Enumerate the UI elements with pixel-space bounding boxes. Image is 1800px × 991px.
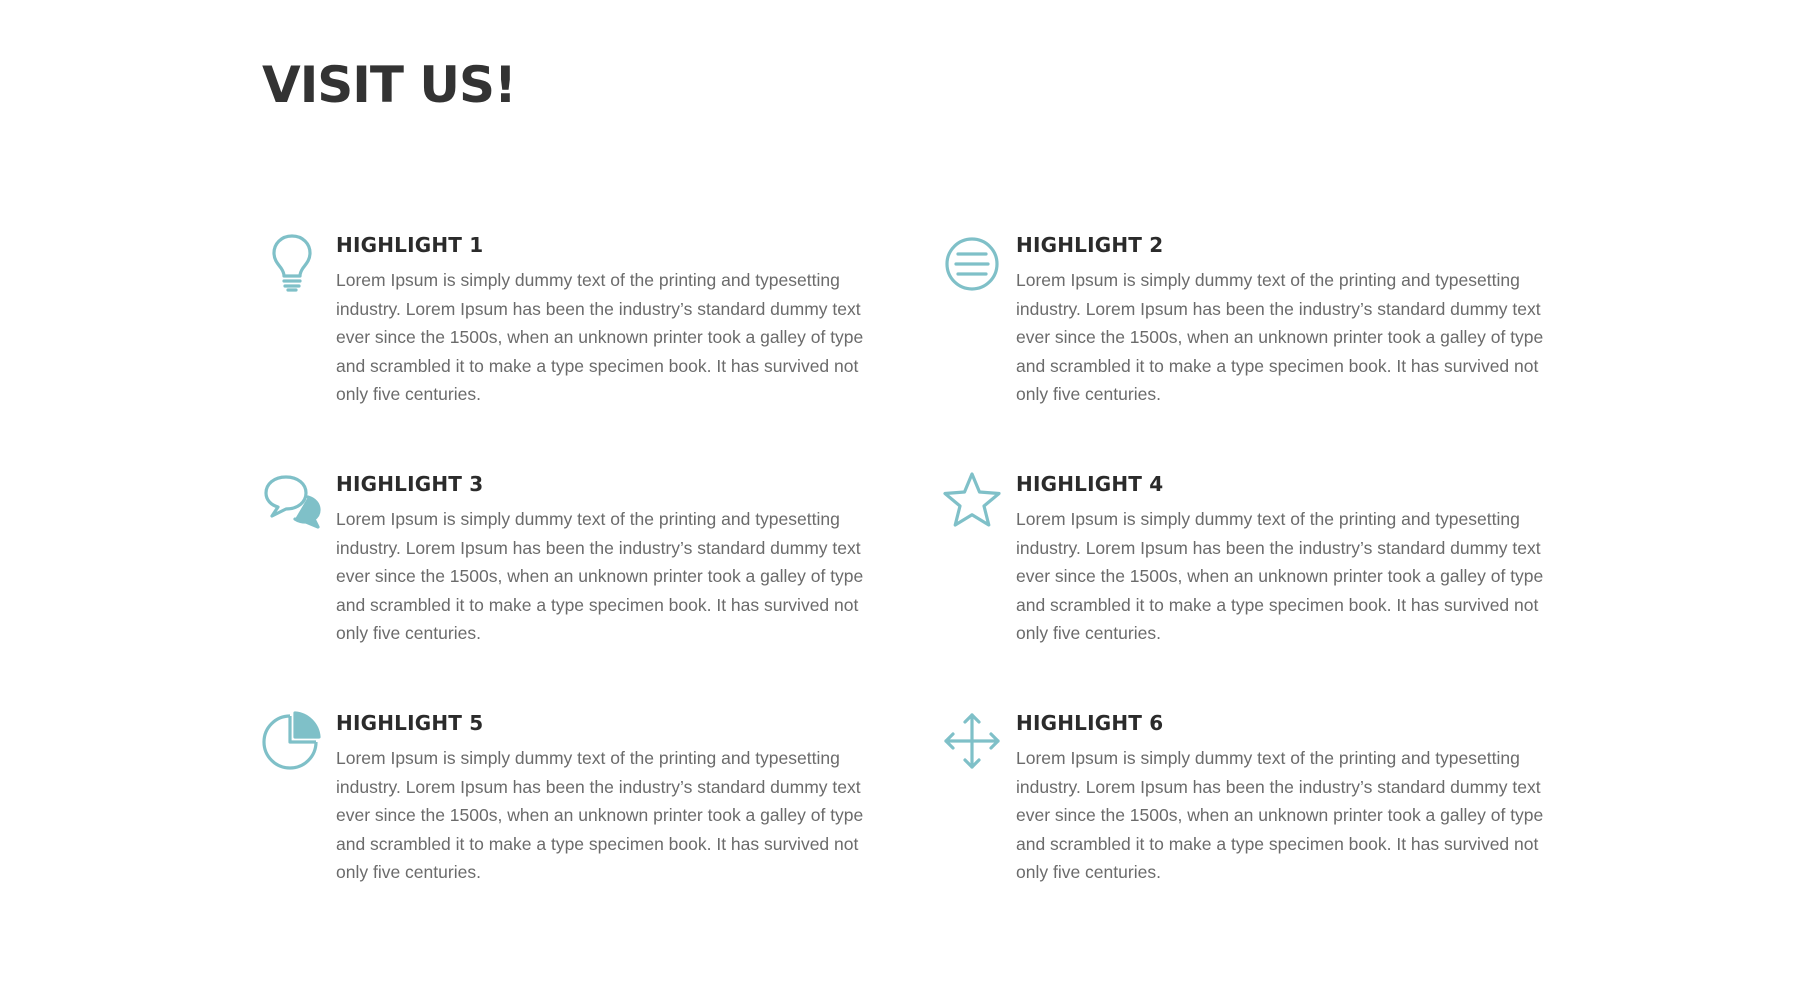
star-icon <box>942 471 1002 531</box>
highlight-item-6 <box>942 708 1562 947</box>
highlight-description: Lorem Ipsum is simply dummy text of the printing and typesetting industry. Lorem Ipsum has been the industry’s standard dummy text ever since the 1500s, when an unknown printer took a galley of type and scrambled it to make a type specimen book. It has survived not only five centuries. <box>1016 748 1544 882</box>
highlight-item-5 <box>262 708 942 947</box>
highlight-item-1 <box>262 230 942 469</box>
highlight-item-4 <box>942 469 1562 708</box>
chat-bubbles-icon <box>262 471 322 531</box>
highlight-description: Lorem Ipsum is simply dummy text of the printing and typesetting industry. Lorem Ipsum has been the industry’s standard dummy text ever since the 1500s, when an unknown printer took a galley of type and scrambled it to make a type specimen book. It has survived not only five centuries. <box>1016 509 1544 643</box>
highlight-title: HIGHLIGHT 2 <box>1016 233 1164 257</box>
highlight-title: HIGHLIGHT 5 <box>336 711 484 735</box>
menu-circle-icon <box>942 232 1002 292</box>
highlight-item-2 <box>942 230 1562 469</box>
highlight-description: Lorem Ipsum is simply dummy text of the printing and typesetting industry. Lorem Ipsum has been the industry’s standard dummy text ever since the 1500s, when an unknown printer took a galley of type and scrambled it to make a type specimen book. It has survived not only five centuries. <box>336 509 864 643</box>
highlight-description: Lorem Ipsum is simply dummy text of the printing and typesetting industry. Lorem Ipsum has been the industry’s standard dummy text ever since the 1500s, when an unknown printer took a galley of type and scrambled it to make a type specimen book. It has survived not only five centuries. <box>336 270 864 404</box>
lightbulb-icon <box>262 232 322 292</box>
highlight-title: HIGHLIGHT 6 <box>1016 711 1164 735</box>
highlights-grid <box>262 230 1562 947</box>
highlight-title: HIGHLIGHT 4 <box>1016 472 1164 496</box>
highlight-title: HIGHLIGHT 1 <box>336 233 484 257</box>
highlight-description: Lorem Ipsum is simply dummy text of the printing and typesetting industry. Lorem Ipsum has been the industry’s standard dummy text ever since the 1500s, when an unknown printer took a galley of type and scrambled it to make a type specimen book. It has survived not only five centuries. <box>336 748 864 882</box>
highlight-title: HIGHLIGHT 3 <box>336 472 484 496</box>
highlight-item-3 <box>262 469 942 708</box>
page-title: VISIT US! <box>262 56 516 114</box>
highlight-description: Lorem Ipsum is simply dummy text of the printing and typesetting industry. Lorem Ipsum has been the industry’s standard dummy text ever since the 1500s, when an unknown printer took a galley of type and scrambled it to make a type specimen book. It has survived not only five centuries. <box>1016 270 1544 404</box>
pie-chart-icon <box>262 710 322 770</box>
move-arrows-icon <box>942 710 1002 770</box>
